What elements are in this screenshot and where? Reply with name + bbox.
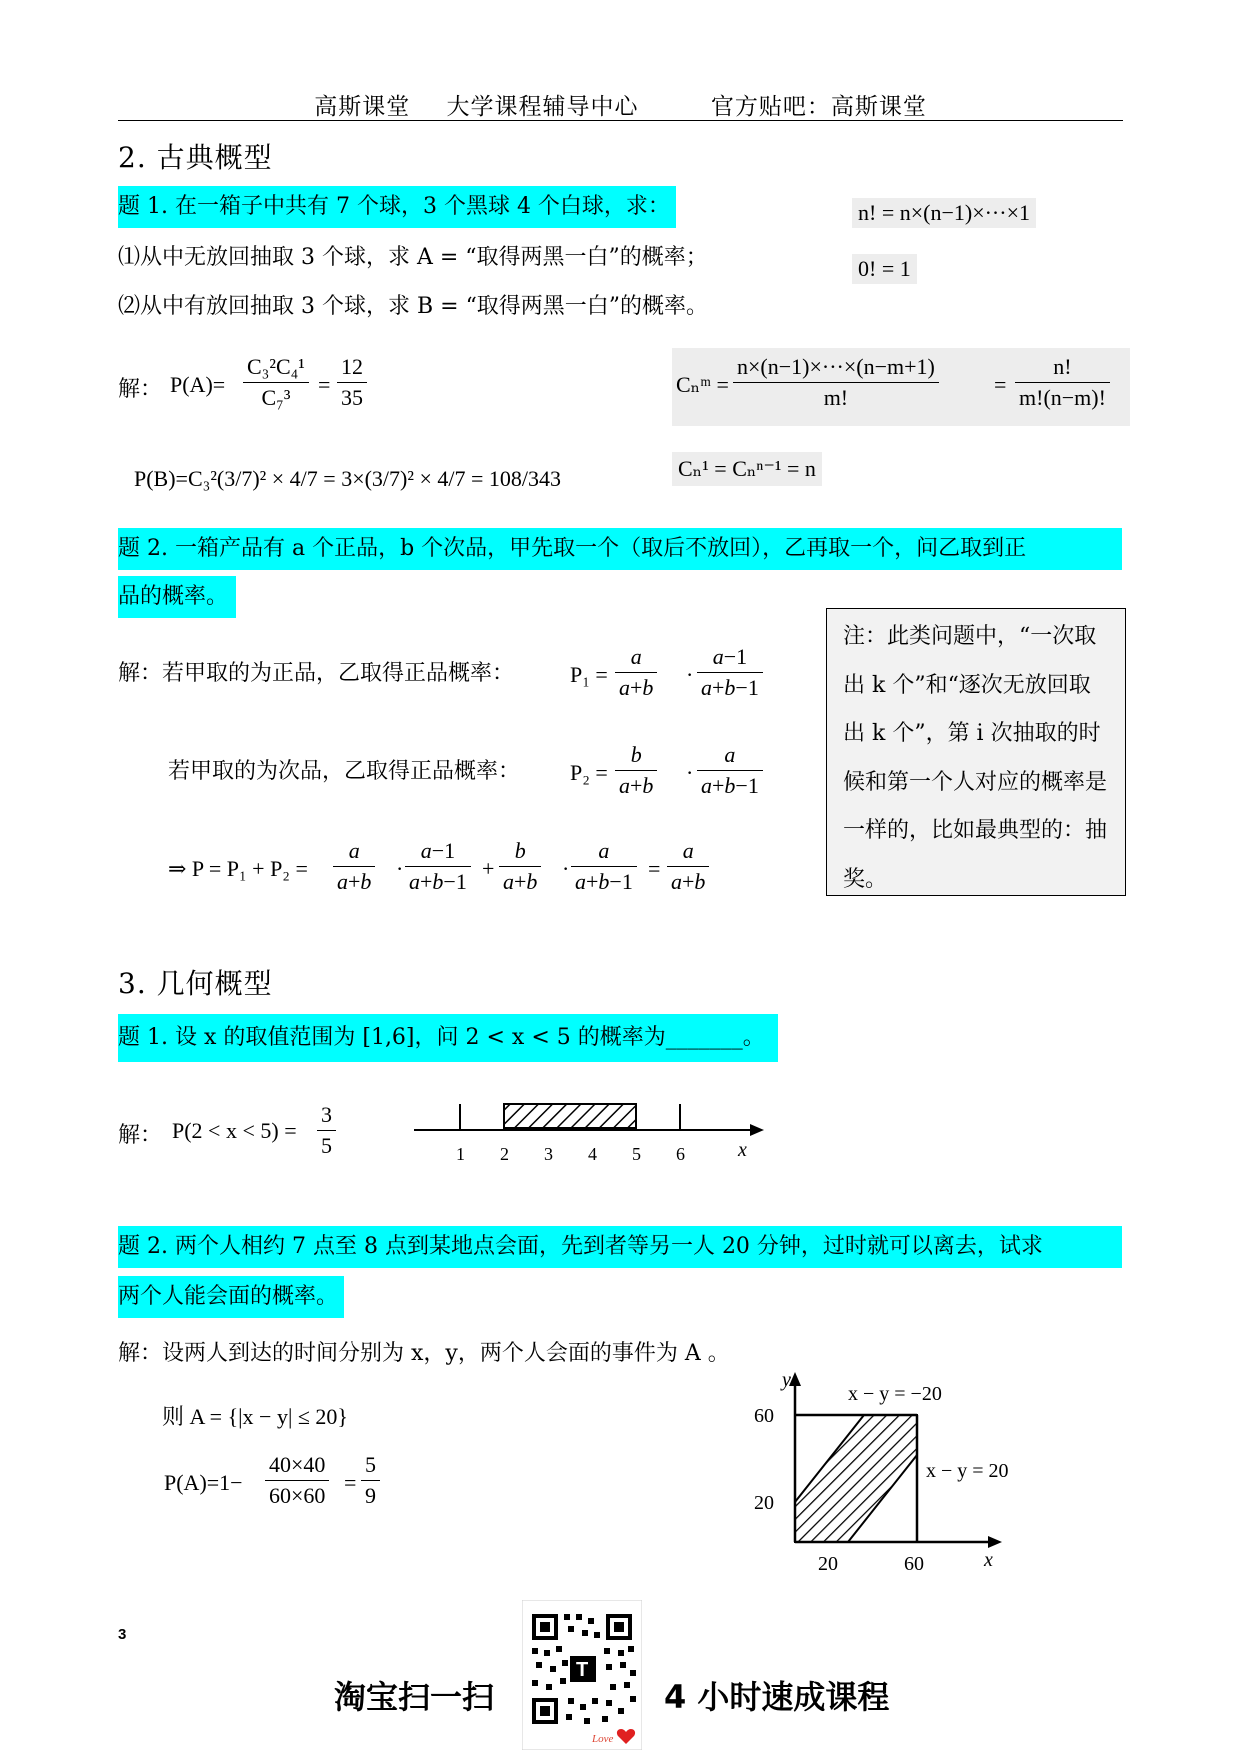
y-tick-60: 60: [754, 1405, 774, 1427]
pa-res-num: 12: [337, 352, 367, 383]
footer-right-text: 4 小时速成课程: [664, 1678, 890, 1716]
geo-pa-lhs: P(A)=1−: [164, 1470, 243, 1495]
comb-equals: =: [994, 372, 1007, 397]
qr-code[interactable]: [522, 1600, 642, 1750]
pt-frac5: $\frac{a}{a+b}$: [667, 836, 709, 897]
pa-result: [337, 352, 367, 413]
graph-x-arrow: [988, 1536, 1002, 1548]
pa-den: C₇³: [261, 385, 291, 410]
p2-lhs: P₂ =: [570, 760, 608, 785]
tick-label-2: 2: [500, 1144, 509, 1164]
number-line-arrow: [750, 1124, 764, 1136]
x-tick-60: 60: [904, 1553, 924, 1575]
tick-label-4: 4: [588, 1144, 597, 1164]
section-2-title: 2. 古典概型: [118, 141, 273, 174]
pt-frac4: $\frac{a}{a+b-1}$: [571, 836, 637, 897]
love-label: Love: [592, 1733, 614, 1745]
q2-sol2-text: 若甲取的为次品，乙取得正品概率：: [168, 759, 521, 784]
graph-x-label: x: [984, 1549, 993, 1571]
hatched-interval: [504, 1104, 636, 1128]
y-tick-20: 20: [754, 1492, 774, 1514]
q1-solution-b: P(B)=C₃²(3/7)² × 4/7 = 3×(3/7)² × 4/7 = 108/343: [134, 466, 562, 491]
pa-fraction: [243, 352, 309, 413]
page-number: 3: [118, 1626, 127, 1643]
geo-set-def: 则 A = {|x − y| ≤ 20}: [162, 1404, 348, 1429]
tick-label-3: 3: [544, 1144, 553, 1164]
geo-pa-res-num: 5: [361, 1450, 380, 1481]
p1-frac2: $\frac{a-1}{a+b-1}$: [697, 642, 763, 703]
p1-frac1: $\frac{a}{a+b}$: [615, 642, 657, 703]
q1-line2: ⑴从中无放回抽取 3 个球，求 A = “取得两黑一白”的概率；: [118, 245, 708, 270]
header-center: 大学课程辅导中心: [446, 94, 639, 120]
combination-formula: [672, 348, 1130, 426]
pa-lhs: P(A)=: [170, 372, 226, 397]
geo-res-den: 5: [321, 1133, 332, 1158]
q2-sol1-text: 解：若甲取的为正品，乙取得正品概率：: [118, 661, 515, 686]
q2-line2: 品的概率。: [118, 576, 236, 618]
graph-y-label: y: [782, 1370, 791, 1391]
geo-q2-line2: 两个人能会面的概率。: [118, 1276, 344, 1318]
footer-left-text: 淘宝扫一扫: [334, 1678, 495, 1716]
p2-frac1: $\frac{b}{a+b}$: [615, 740, 657, 801]
comb-lhs: Cₙᵐ =: [676, 372, 729, 397]
line-lower-label: x − y = 20: [926, 1460, 1009, 1482]
geo-pa-res-den: 9: [365, 1483, 376, 1508]
geo-pa-num: 40×40: [265, 1450, 329, 1481]
p2-dot: ·: [686, 760, 694, 785]
zero-factorial-formula: 0! = 1: [852, 254, 917, 284]
q1-line3: ⑵从中有放回抽取 3 个球，求 B = “取得两黑一白”的概率。: [118, 294, 709, 319]
geo-q2-line1: 题 2. 两个人相约 7 点至 8 点到某地点会面，先到者等另一人 20 分钟，过时就可以离去，试求: [118, 1226, 1122, 1268]
geo-q2-sol-line: 解：设两人到达的时间分别为 x，y，两个人会面的事件为 A 。: [118, 1341, 730, 1366]
header-forum: 官方贴吧：高斯课堂: [710, 94, 927, 120]
number-line-diagram: [410, 1090, 770, 1170]
line-upper-label: x − y = −20: [848, 1383, 942, 1405]
q2-line1: 题 2. 一箱产品有 a 个正品，b 个次品，甲先取一个（取后不放回），乙再取一个，问乙取到正: [118, 528, 1122, 570]
q1-line1: 题 1. 在一箱子中共有 7 个球，3 个黑球 4 个白球，求：: [118, 186, 676, 228]
pt-dot2: ·: [562, 856, 570, 881]
pa-num: C₃²C₄¹: [243, 352, 309, 383]
comb-num2: n!: [1015, 352, 1110, 383]
geo-sol-result: [317, 1100, 336, 1161]
p1-lhs: P₁ =: [570, 662, 608, 687]
comb-num1: n×(n−1)×···×(n−m+1): [733, 352, 939, 383]
tick-label-1: 1: [456, 1144, 465, 1164]
section-3-title: 3. 几何概型: [118, 967, 273, 1000]
tick-label-5: 5: [632, 1144, 641, 1164]
qr-badge: T: [576, 1659, 589, 1681]
geo-pa-result: [361, 1450, 380, 1511]
geo-pa-den: 60×60: [269, 1483, 326, 1508]
page-header: [118, 88, 1123, 121]
pt-dot1: ·: [396, 856, 404, 881]
sol-label: 解：: [118, 377, 163, 402]
pt-frac3: $\frac{b}{a+b}$: [499, 836, 541, 897]
pa-equals: =: [318, 372, 331, 397]
geo-pa-frac: [265, 1450, 329, 1511]
x-tick-20: 20: [818, 1553, 838, 1575]
pa-res-den: 35: [341, 385, 363, 410]
factorial-formula: n! = n×(n−1)×···×1: [852, 198, 1036, 228]
note-text: 注：此类问题中，“一次取出 k 个”和“逐次无放回取出 k 个”，第 i 次抽取的时候和第一个人对应的概率是一样的，比如最典型的：抽奖。: [843, 624, 1108, 892]
geo-sol-lhs: P(2 < x < 5) =: [172, 1118, 297, 1143]
pt-equals: =: [648, 856, 661, 881]
note-box: [826, 608, 1126, 896]
geo-sol-label: 解：: [118, 1123, 163, 1148]
geo-res-num: 3: [317, 1100, 336, 1131]
p1-dot: ·: [686, 662, 694, 687]
pt-plus: +: [482, 856, 495, 881]
p-total-lhs: ⇒ P = P₁ + P₂ =: [168, 856, 308, 881]
tick-label-6: 6: [676, 1144, 685, 1164]
p2-frac2: $\frac{a}{a+b-1}$: [697, 740, 763, 801]
comb-fraction-2: [1015, 352, 1110, 413]
comb-fraction-1: [733, 352, 939, 413]
axis-var-x: x: [738, 1139, 747, 1161]
comb-identity: Cₙ¹ = Cₙⁿ⁻¹ = n: [672, 452, 822, 486]
comb-den2: m!(n−m)!: [1019, 385, 1106, 410]
pt-frac1: $\frac{a}{a+b}$: [333, 836, 375, 897]
header-brand: 高斯课堂: [314, 94, 411, 120]
geo-q1-line1: 题 1. 设 x 的取值范围为 [1,6]，问 2 < x < 5 的概率为_______。: [118, 1014, 778, 1062]
comb-den1: m!: [823, 385, 849, 410]
meeting-region: [795, 1415, 917, 1542]
pt-frac2: $\frac{a-1}{a+b-1}$: [405, 836, 471, 897]
meeting-graph: [740, 1370, 1070, 1592]
geo-pa-equals: =: [344, 1470, 357, 1495]
p-total-formula: [168, 836, 728, 906]
